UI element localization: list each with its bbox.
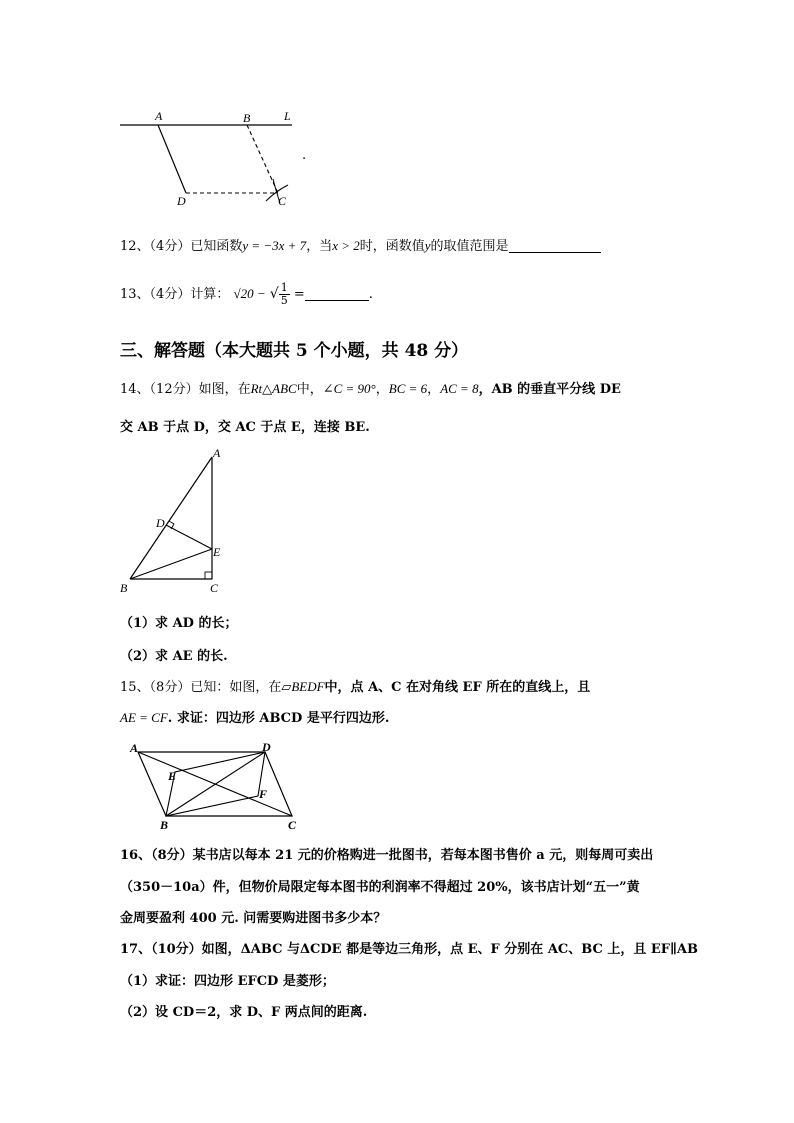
q12-prefix: 12、（4分）已知函数 [120, 239, 243, 254]
q14-ac: AC = 8 [440, 381, 479, 396]
question-14-line1 [120, 378, 621, 397]
question-16-line3: 金周要盈利 400 元. 问需要购进图书多少本？ [120, 911, 387, 926]
question-14-line2: 交 AB 于点 D，交 AC 于点 E，连接 BE. [120, 420, 370, 435]
label-c: C [278, 194, 287, 208]
segment-bc-dashed [247, 125, 278, 193]
question-12 [120, 235, 601, 254]
question-14-part1: （1）求 AD 的长； [120, 616, 238, 631]
question-16-line1: 16、（8分）某书店以每本 21 元的价格购进一批图书，若每本图书售价 a 元，则每周可卖出 [120, 848, 654, 863]
segment-de [166, 525, 212, 549]
q13-expression: √20 − [233, 286, 266, 301]
question-17-line1: 17、（10分）如图，ΔABC 与ΔCDE 都是等边三角形，点 E、F 分别在 AC、BC 上，且 EF∥AB [120, 942, 698, 957]
question-15-line2 [120, 707, 389, 726]
label-e: E [213, 545, 221, 559]
q14-text-end: ，AB 的垂直平分线 DE [478, 382, 621, 397]
label-a: A [130, 741, 139, 755]
q15-text-end: . 求证：四边形 ABCD 是平行四边形. [167, 711, 390, 726]
q11-figure [110, 105, 330, 215]
q12-condition: x > 2 [332, 238, 360, 253]
q12-text-end: 的取值范围是 [430, 239, 509, 254]
q12-function: y = −3x + 7 [242, 238, 307, 253]
segment-ad [158, 125, 186, 193]
q15-text: 中，点 A、C 在对角线 EF 所在的直线上，且 [324, 680, 591, 695]
q12-mid: ，当 [306, 239, 333, 254]
label-a: A [213, 446, 221, 460]
diagonal-bd [166, 752, 268, 816]
question-13: 13、（4分）计算： √20 − √ $\frac{1}{5}$ = . [120, 281, 373, 307]
q11-dot: . [302, 148, 307, 163]
label-f: F [259, 787, 268, 801]
q14-sep1: ， [375, 382, 389, 397]
q12-answer-blank[interactable] [509, 238, 601, 253]
q13-end: . [368, 287, 373, 302]
q12-text: 时，函数值 [359, 239, 425, 254]
question-14-part2: （2）求 AE 的长. [120, 649, 228, 664]
label-b: B [120, 581, 128, 595]
question-16-line2: （350－10a）件，但物价局限定每本图书的利润率不得超过 20%，该书店计划“五一”黄 [120, 880, 640, 895]
q12-variable: y [424, 238, 431, 253]
q15-parallelogram: ▱BEDF [281, 679, 325, 694]
label-c: C [288, 818, 297, 832]
label-c: C [210, 581, 219, 595]
q14-text: 中， [296, 382, 323, 397]
right-angle-c [205, 572, 212, 579]
q14-angle: ∠C = 90° [322, 381, 376, 396]
section-3-heading: 三、解答题（本大题共 5 个小题，共 48 分） [120, 341, 469, 361]
label-l: L [284, 109, 291, 123]
label-d: D [177, 194, 186, 208]
q15-condition: AE = CF [120, 710, 168, 725]
q14-bc: BC = 6 [388, 381, 428, 396]
question-17-part2: （2）设 CD＝2，求 D、F 两点间的距离. [120, 1005, 368, 1020]
label-e: E [168, 769, 177, 783]
right-angle-d [169, 521, 174, 529]
q14-figure [112, 445, 237, 600]
label-b: B [243, 111, 251, 125]
q13-answer-blank[interactable] [305, 286, 369, 301]
label-d: D [262, 740, 271, 754]
q14-prefix: 14、（12分）如图，在 [120, 382, 251, 397]
q15-prefix: 15、（8分）已知：如图，在 [120, 680, 282, 695]
label-d: D [156, 516, 165, 530]
question-15-line1 [120, 676, 590, 695]
question-17-part1: （1）求证：四边形 EFCD 是菱形； [120, 974, 335, 989]
q13-equals: = [293, 287, 305, 302]
q14-sep2: ， [427, 382, 441, 397]
q13-fraction: $\frac{1}{5}$ [280, 281, 288, 307]
label-a: A [155, 109, 163, 123]
label-b: B [160, 818, 169, 832]
side-ab [130, 457, 212, 579]
segment-be [130, 549, 212, 579]
q15-figure [122, 738, 312, 833]
q13-prefix: 13、（4分）计算： [120, 287, 230, 302]
q14-triangle: Rt△ABC [250, 381, 297, 396]
